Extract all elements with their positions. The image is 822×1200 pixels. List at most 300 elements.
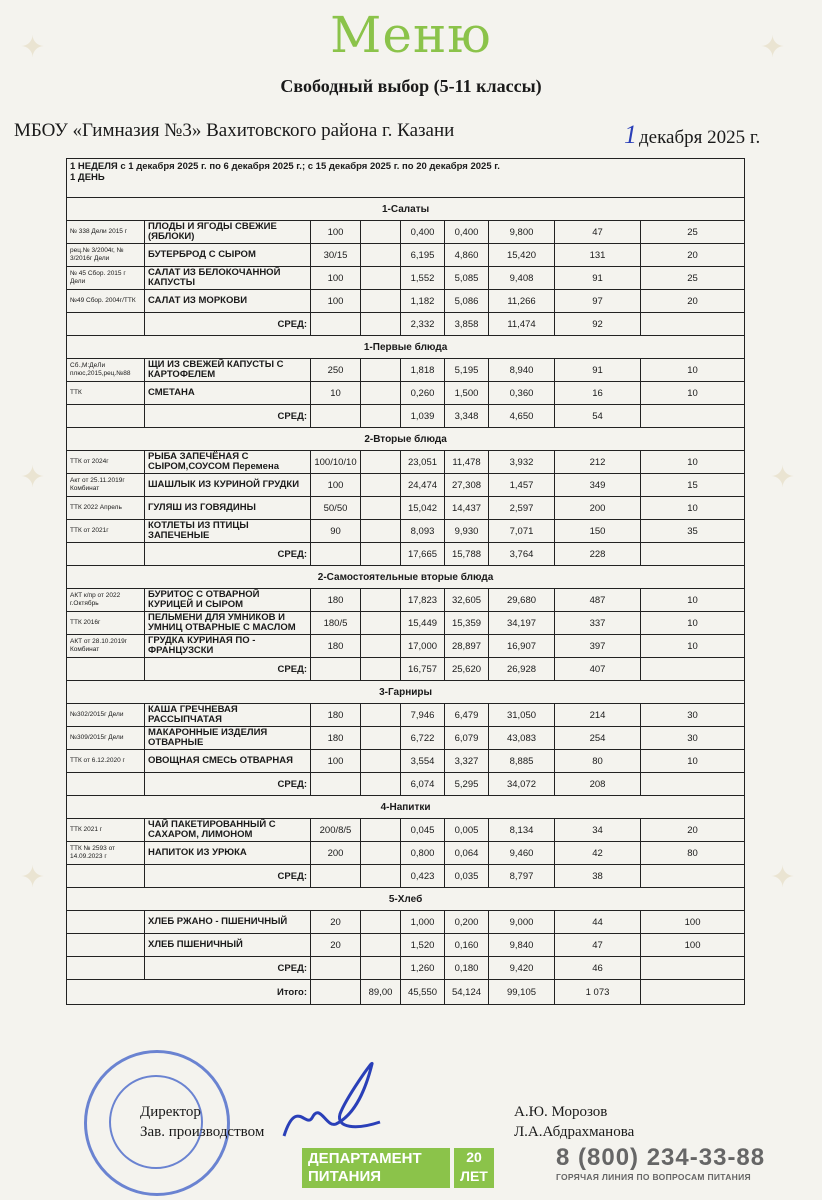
background-pattern-icon: ✦ [20, 30, 46, 65]
dish-row [67, 589, 745, 612]
fat-value: 5,085 [445, 267, 489, 290]
hotline-caption: ГОРЯЧАЯ ЛИНИЯ ПО ВОПРОСАМ ПИТАНИЯ [556, 1172, 751, 1182]
empty-cell [361, 865, 401, 888]
portion-weight: 180 [311, 589, 361, 612]
empty-cell [361, 750, 401, 773]
recipe-source: рец.№ 3/2004г, № 3/2016г Дели [67, 244, 145, 267]
recipe-source: ТТК от 6.12.2020 г [67, 750, 145, 773]
carb-value: 16,907 [489, 635, 555, 658]
total-protein: 45,550 [401, 980, 445, 1005]
week-header-cell [67, 159, 745, 198]
dish-row [67, 819, 745, 842]
average-row [67, 773, 745, 796]
avg-kcal: 46 [555, 957, 641, 980]
protein-value: 1,818 [401, 359, 445, 382]
section-title: 1-Салаты [67, 198, 745, 221]
protein-value: 23,051 [401, 451, 445, 474]
section-title: 2-Самостоятельные вторые блюда [67, 566, 745, 589]
empty-cell [641, 658, 745, 681]
price-value: 30 [641, 727, 745, 750]
protein-value: 0,400 [401, 221, 445, 244]
recipe-source: ТТК 2022 Апрель [67, 497, 145, 520]
empty-cell [361, 221, 401, 244]
empty-cell [361, 727, 401, 750]
carb-value: 29,680 [489, 589, 555, 612]
director-label: Директор [140, 1104, 201, 1120]
average-row [67, 405, 745, 428]
kcal-value: 131 [555, 244, 641, 267]
protein-value: 1,182 [401, 290, 445, 313]
dish-name: БУТЕРБРОД С СЫРОМ [145, 244, 311, 267]
avg-kcal: 228 [555, 543, 641, 566]
empty-cell [361, 543, 401, 566]
empty-cell [311, 980, 361, 1005]
protein-value: 0,045 [401, 819, 445, 842]
avg-fat: 3,348 [445, 405, 489, 428]
protein-value: 0,800 [401, 842, 445, 865]
avg-carb: 11,474 [489, 313, 555, 336]
carb-value: 3,932 [489, 451, 555, 474]
avg-carb: 9,420 [489, 957, 555, 980]
protein-value: 1,520 [401, 934, 445, 957]
dish-row [67, 267, 745, 290]
empty-cell [67, 773, 145, 796]
price-value: 25 [641, 221, 745, 244]
recipe-source: № 338 Дели 2015 г [67, 221, 145, 244]
director-name: А.Ю. Морозов [514, 1104, 608, 1120]
recipe-source: №309/2015г Дели [67, 727, 145, 750]
hotline-phone[interactable]: 8 (800) 234-33-88 [556, 1144, 766, 1171]
dish-row [67, 359, 745, 382]
fat-value: 6,479 [445, 704, 489, 727]
kcal-value: 150 [555, 520, 641, 543]
recipe-source: Сб.,М:ДеЛи плюс,2015,рец.№88 [67, 359, 145, 382]
production-name: Л.А.Абдрахманова [514, 1124, 635, 1140]
price-value: 10 [641, 750, 745, 773]
price-value: 100 [641, 934, 745, 957]
price-value: 30 [641, 704, 745, 727]
empty-cell [361, 290, 401, 313]
portion-weight: 100 [311, 474, 361, 497]
empty-cell [361, 934, 401, 957]
kcal-value: 34 [555, 819, 641, 842]
fat-value: 32,605 [445, 589, 489, 612]
kcal-value: 349 [555, 474, 641, 497]
carb-value: 9,000 [489, 911, 555, 934]
dish-row [67, 497, 745, 520]
dish-name: САЛАТ ИЗ БЕЛОКОЧАННОЙ КАПУСТЫ [145, 267, 311, 290]
dish-name: МАКАРОННЫЕ ИЗДЕЛИЯ ОТВАРНЫЕ [145, 727, 311, 750]
recipe-source: Акт от 25.11.2019г Комбинат [67, 474, 145, 497]
avg-fat: 0,035 [445, 865, 489, 888]
protein-value: 3,554 [401, 750, 445, 773]
empty-cell [67, 313, 145, 336]
empty-cell [361, 497, 401, 520]
average-label: СРЕД: [145, 658, 311, 681]
background-pattern-icon: ✦ [760, 30, 786, 65]
protein-value: 8,093 [401, 520, 445, 543]
kcal-value: 337 [555, 612, 641, 635]
section-title: 1-Первые блюда [67, 336, 745, 359]
dish-name: ЧАЙ ПАКЕТИРОВАННЫЙ С САХАРОМ, ЛИМОНОМ [145, 819, 311, 842]
avg-fat: 0,180 [445, 957, 489, 980]
total-carb: 99,105 [489, 980, 555, 1005]
protein-value: 1,552 [401, 267, 445, 290]
fat-value: 1,500 [445, 382, 489, 405]
badge-number: 20 [466, 1149, 482, 1165]
portion-weight: 100 [311, 290, 361, 313]
date-day: 1 [624, 120, 637, 149]
production-label: Зав. производством [140, 1124, 265, 1140]
empty-cell [641, 957, 745, 980]
average-row [67, 957, 745, 980]
protein-value: 15,042 [401, 497, 445, 520]
section-header-row [67, 198, 745, 221]
dish-row [67, 842, 745, 865]
menu-logo-title: Меню [330, 6, 492, 64]
portion-weight: 30/15 [311, 244, 361, 267]
avg-fat: 3,858 [445, 313, 489, 336]
empty-cell [641, 865, 745, 888]
avg-kcal: 208 [555, 773, 641, 796]
portion-weight: 250 [311, 359, 361, 382]
dish-name: ШАШЛЫК ИЗ КУРИНОЙ ГРУДКИ [145, 474, 311, 497]
recipe-source: АКТ к/пр от 2022 г.Октябрь [67, 589, 145, 612]
dish-row [67, 244, 745, 267]
section-header-row [67, 428, 745, 451]
empty-cell [311, 865, 361, 888]
carb-value: 8,134 [489, 819, 555, 842]
dish-name: ХЛЕБ РЖАНО - ПШЕНИЧНЫЙ [145, 911, 311, 934]
total-row [67, 980, 745, 1005]
menu-table [66, 158, 745, 1005]
empty-cell [361, 819, 401, 842]
avg-kcal: 407 [555, 658, 641, 681]
kcal-value: 42 [555, 842, 641, 865]
portion-weight: 180 [311, 727, 361, 750]
kcal-value: 397 [555, 635, 641, 658]
dish-name: КАША ГРЕЧНЕВАЯ РАССЫПЧАТАЯ [145, 704, 311, 727]
recipe-source: ТТК 2016г [67, 612, 145, 635]
empty-cell [361, 244, 401, 267]
price-value: 10 [641, 612, 745, 635]
recipe-source [67, 934, 145, 957]
protein-value: 17,823 [401, 589, 445, 612]
anniversary-badge [454, 1148, 494, 1188]
empty-cell [361, 267, 401, 290]
empty-cell [641, 980, 745, 1005]
carb-value: 8,940 [489, 359, 555, 382]
menu-subtitle: Свободный выбор (5-11 классы) [280, 76, 542, 96]
section-header-row [67, 796, 745, 819]
average-label: СРЕД: [145, 543, 311, 566]
empty-cell [311, 957, 361, 980]
carb-value: 9,460 [489, 842, 555, 865]
empty-cell [67, 658, 145, 681]
day-line: 1 ДЕНЬ [70, 172, 105, 183]
date-month-year: декабря 2025 г. [639, 127, 761, 148]
average-label: СРЕД: [145, 313, 311, 336]
kcal-value: 214 [555, 704, 641, 727]
dish-name: КОТЛЕТЫ ИЗ ПТИЦЫ ЗАПЕЧЕНЫЕ [145, 520, 311, 543]
average-label: СРЕД: [145, 405, 311, 428]
section-title: 2-Вторые блюда [67, 428, 745, 451]
protein-value: 24,474 [401, 474, 445, 497]
protein-value: 1,000 [401, 911, 445, 934]
carb-value: 1,457 [489, 474, 555, 497]
avg-protein: 1,260 [401, 957, 445, 980]
empty-cell [361, 520, 401, 543]
week-line: 1 НЕДЕЛЯ с 1 декабря 2025 г. по 6 декабря 2025 г.; с 15 декабря 2025 г. по 20 декабря 2025 г. [70, 161, 500, 172]
fat-value: 4,860 [445, 244, 489, 267]
recipe-source: ТТК 2021 г [67, 819, 145, 842]
recipe-source: № 45 Сбор. 2015 г Дели [67, 267, 145, 290]
dish-name: ОВОЩНАЯ СМЕСЬ ОТВАРНАЯ [145, 750, 311, 773]
dish-row [67, 520, 745, 543]
recipe-source: ТТК от 2024г [67, 451, 145, 474]
section-title: 5-Хлеб [67, 888, 745, 911]
fat-value: 0,005 [445, 819, 489, 842]
dish-row [67, 750, 745, 773]
section-header-row [67, 336, 745, 359]
price-value: 10 [641, 635, 745, 658]
protein-value: 17,000 [401, 635, 445, 658]
price-value: 20 [641, 290, 745, 313]
dish-name: РЫБА ЗАПЕЧЁНАЯ С СЫРОМ,СОУСОМ Перемена [145, 451, 311, 474]
dish-name: ПЕЛЬМЕНИ ДЛЯ УМНИКОВ И УМНИЦ ОТВАРНЫЕ С МАСЛОМ [145, 612, 311, 635]
empty-cell [67, 543, 145, 566]
kcal-value: 91 [555, 359, 641, 382]
total-label: Итого: [67, 980, 311, 1005]
kcal-value: 47 [555, 221, 641, 244]
empty-cell [641, 313, 745, 336]
carb-value: 43,083 [489, 727, 555, 750]
portion-weight: 20 [311, 911, 361, 934]
fat-value: 14,437 [445, 497, 489, 520]
portion-weight: 180/5 [311, 612, 361, 635]
portion-weight: 100 [311, 267, 361, 290]
empty-cell [67, 957, 145, 980]
dish-row [67, 635, 745, 658]
avg-fat: 25,620 [445, 658, 489, 681]
portion-weight: 100/10/10 [311, 451, 361, 474]
portion-weight: 180 [311, 635, 361, 658]
signature-labels [140, 1102, 264, 1142]
recipe-source [67, 911, 145, 934]
carb-value: 15,420 [489, 244, 555, 267]
background-pattern-icon: ✦ [20, 460, 46, 495]
average-label: СРЕД: [145, 957, 311, 980]
total-fat: 54,124 [445, 980, 489, 1005]
section-header-row [67, 888, 745, 911]
carb-value: 11,266 [489, 290, 555, 313]
hotline [556, 1144, 765, 1182]
school-name: МБОУ «Гимназия №3» Вахитовского района г. Казани [14, 120, 455, 141]
empty-cell [361, 612, 401, 635]
recipe-source: №49 Сбор. 2004г/ТТК [67, 290, 145, 313]
section-header-row [67, 566, 745, 589]
fat-value: 9,930 [445, 520, 489, 543]
logo-line-2: ПИТАНИЯ [308, 1168, 382, 1185]
fat-value: 0,064 [445, 842, 489, 865]
price-value: 10 [641, 451, 745, 474]
empty-cell [361, 842, 401, 865]
empty-cell [641, 543, 745, 566]
recipe-source: ТТК от 2021г [67, 520, 145, 543]
price-value: 100 [641, 911, 745, 934]
total-sum: 89,00 [361, 980, 401, 1005]
dish-name: ЩИ ИЗ СВЕЖЕЙ КАПУСТЫ С КАРТОФЕЛЕМ [145, 359, 311, 382]
avg-carb: 26,928 [489, 658, 555, 681]
empty-cell [361, 474, 401, 497]
average-label: СРЕД: [145, 773, 311, 796]
background-pattern-icon: ✦ [20, 860, 46, 895]
average-row [67, 543, 745, 566]
average-row [67, 865, 745, 888]
avg-carb: 4,650 [489, 405, 555, 428]
kcal-value: 44 [555, 911, 641, 934]
dish-row [67, 727, 745, 750]
dish-row [67, 934, 745, 957]
portion-weight: 100 [311, 221, 361, 244]
department-logo [302, 1148, 498, 1192]
empty-cell [361, 359, 401, 382]
portion-weight: 90 [311, 520, 361, 543]
portion-weight: 10 [311, 382, 361, 405]
kcal-value: 487 [555, 589, 641, 612]
dish-row [67, 612, 745, 635]
empty-cell [361, 313, 401, 336]
section-title: 3-Гарниры [67, 681, 745, 704]
empty-cell [311, 313, 361, 336]
recipe-source: ТТК [67, 382, 145, 405]
average-row [67, 658, 745, 681]
empty-cell [361, 382, 401, 405]
kcal-value: 200 [555, 497, 641, 520]
portion-weight: 50/50 [311, 497, 361, 520]
fat-value: 0,400 [445, 221, 489, 244]
dish-row [67, 474, 745, 497]
dish-name: ХЛЕБ ПШЕНИЧНЫЙ [145, 934, 311, 957]
price-value: 10 [641, 382, 745, 405]
carb-value: 2,597 [489, 497, 555, 520]
avg-carb: 8,797 [489, 865, 555, 888]
empty-cell [311, 405, 361, 428]
avg-kcal: 92 [555, 313, 641, 336]
avg-kcal: 38 [555, 865, 641, 888]
fat-value: 5,195 [445, 359, 489, 382]
protein-value: 6,195 [401, 244, 445, 267]
price-value: 35 [641, 520, 745, 543]
avg-protein: 17,665 [401, 543, 445, 566]
section-title: 4-Напитки [67, 796, 745, 819]
kcal-value: 47 [555, 934, 641, 957]
carb-value: 34,197 [489, 612, 555, 635]
avg-protein: 16,757 [401, 658, 445, 681]
logo-line-1: ДЕПАРТАМЕНТ [308, 1150, 422, 1167]
protein-value: 0,260 [401, 382, 445, 405]
dish-name: БУРИТОС С ОТВАРНОЙ КУРИЦЕЙ И СЫРОМ [145, 589, 311, 612]
protein-value: 7,946 [401, 704, 445, 727]
badge-word: ЛЕТ [460, 1168, 488, 1184]
carb-value: 8,885 [489, 750, 555, 773]
protein-value: 6,722 [401, 727, 445, 750]
fat-value: 11,478 [445, 451, 489, 474]
kcal-value: 80 [555, 750, 641, 773]
price-value: 10 [641, 589, 745, 612]
total-kcal: 1 073 [555, 980, 641, 1005]
empty-cell [311, 773, 361, 796]
dish-row [67, 290, 745, 313]
fat-value: 0,160 [445, 934, 489, 957]
portion-weight: 20 [311, 934, 361, 957]
signature-names [514, 1102, 634, 1142]
fat-value: 0,200 [445, 911, 489, 934]
recipe-source: №302/2015г Дели [67, 704, 145, 727]
background-pattern-icon: ✦ [770, 860, 796, 895]
menu-date [624, 120, 760, 150]
kcal-value: 97 [555, 290, 641, 313]
avg-protein: 1,039 [401, 405, 445, 428]
fat-value: 6,079 [445, 727, 489, 750]
avg-kcal: 54 [555, 405, 641, 428]
empty-cell [641, 405, 745, 428]
empty-cell [361, 704, 401, 727]
empty-cell [361, 635, 401, 658]
avg-fat: 5,295 [445, 773, 489, 796]
carb-value: 0,360 [489, 382, 555, 405]
carb-value: 9,800 [489, 221, 555, 244]
recipe-source: АКТ от 28.10.2019г Комбинат [67, 635, 145, 658]
empty-cell [67, 405, 145, 428]
department-logo-text [302, 1148, 450, 1188]
carb-value: 9,840 [489, 934, 555, 957]
dish-name: ПЛОДЫ И ЯГОДЫ СВЕЖИЕ (ЯБЛОКИ) [145, 221, 311, 244]
price-value: 15 [641, 474, 745, 497]
week-header-row [67, 159, 745, 198]
avg-fat: 15,788 [445, 543, 489, 566]
portion-weight: 100 [311, 750, 361, 773]
kcal-value: 254 [555, 727, 641, 750]
empty-cell [361, 773, 401, 796]
empty-cell [361, 589, 401, 612]
kcal-value: 91 [555, 267, 641, 290]
protein-value: 15,449 [401, 612, 445, 635]
empty-cell [361, 957, 401, 980]
dish-row [67, 221, 745, 244]
background-pattern-icon: ✦ [770, 460, 796, 495]
empty-cell [361, 658, 401, 681]
fat-value: 5,086 [445, 290, 489, 313]
average-label: СРЕД: [145, 865, 311, 888]
fat-value: 27,308 [445, 474, 489, 497]
avg-protein: 2,332 [401, 313, 445, 336]
dish-name: САЛАТ ИЗ МОРКОВИ [145, 290, 311, 313]
dish-row [67, 704, 745, 727]
price-value: 10 [641, 359, 745, 382]
empty-cell [361, 911, 401, 934]
signature-icon [276, 1058, 386, 1148]
price-value: 20 [641, 819, 745, 842]
carb-value: 9,408 [489, 267, 555, 290]
dish-name: НАПИТОК ИЗ УРЮКА [145, 842, 311, 865]
portion-weight: 180 [311, 704, 361, 727]
fat-value: 15,359 [445, 612, 489, 635]
dish-row [67, 911, 745, 934]
section-header-row [67, 681, 745, 704]
average-row [67, 313, 745, 336]
price-value: 25 [641, 267, 745, 290]
